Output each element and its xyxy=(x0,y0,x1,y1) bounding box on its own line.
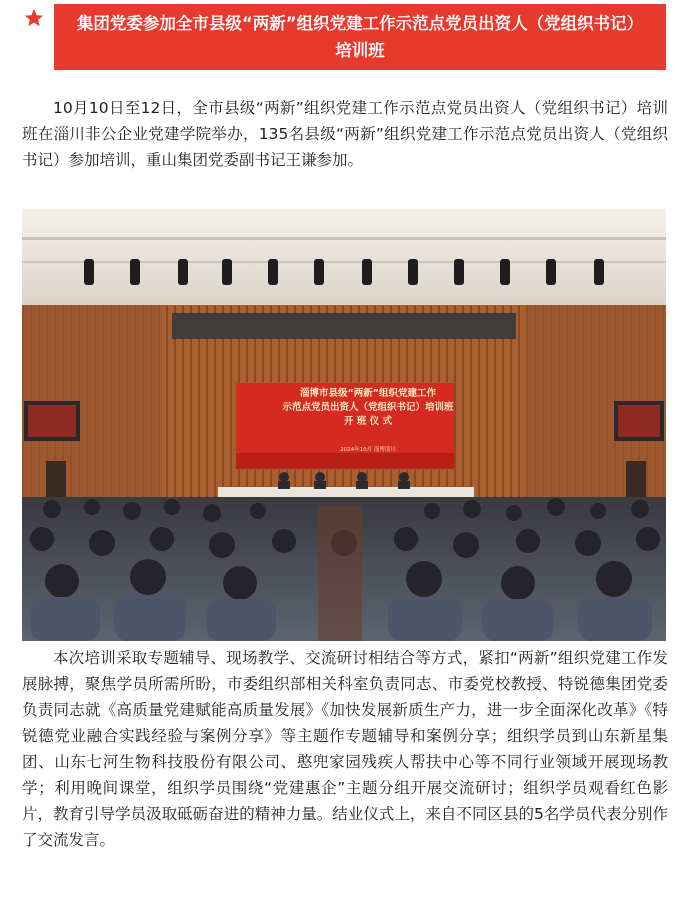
banner-line-1: 淄博市县级“两新”组织党建工作 xyxy=(300,388,436,399)
article-paragraph-details: 本次培训采取专题辅导、现场教学、交流研讨相结合等方式，紧扣“两新”组织党建工作发展脉搏，聚焦学员所需所盼，市委组织部相关科室负责同志、市委党校教授、特锐德集团党委负责同志就《高质量党建赋能高质量发展》《加快发展新质生产力，进一步全面深化改革》《特锐德党业融合实践经验与案例分享》等主题作专题辅导和案例分享；组织学员到山东新星集团、山东七河生物科技股份有限公司、憨兜家园残疾人帮扶中心等不同行业领域开展现场教学；利用晚间课堂，组织学员围绕“党建惠企”主题分组开展交流研讨；组织学员观看红色影片，教育引导学员汲取砥砺奋进的精神力量。结业仪式上，来自不同区县的5名学员代表分别作了交流发言。 xyxy=(22,649,668,849)
article-paragraph-intro: 10月10日至12日，全市县级“两新”组织党建工作示范点党员出资人（党组织书记）培训班在淄川非公企业党建学院举办，135名县级“两新”组织党建工作示范点党员出资人（党组织书记）参加培训，重山集团党委副书记王谦参加。 xyxy=(22,99,668,169)
banner-line-3: 开 班 仪 式 xyxy=(344,416,392,427)
article-title: 集团党委参加全市县级“两新”组织党建工作示范点党员出资人（党组织书记）培训班 xyxy=(54,4,666,70)
star-icon xyxy=(24,8,44,28)
banner-line-2: 示范点党员出资人（党组织书记）培训班 xyxy=(282,402,454,413)
banner-date: 2024年10月 淄博淄川 xyxy=(340,447,396,453)
banner-heading xyxy=(260,387,476,429)
training-session-photo xyxy=(22,209,666,641)
